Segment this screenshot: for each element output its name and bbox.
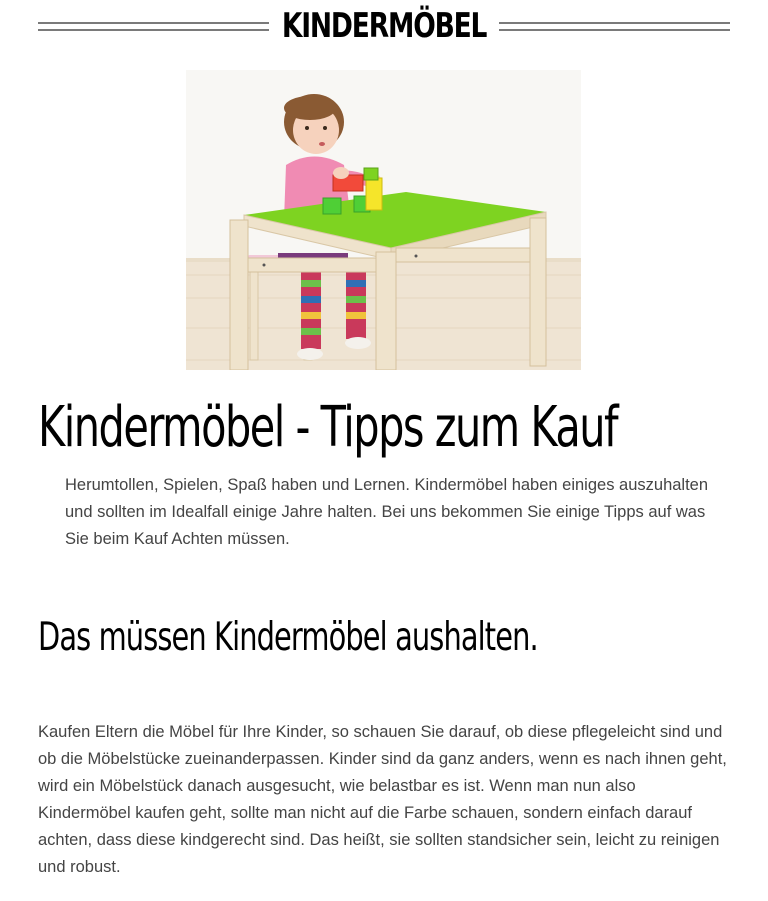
article-intro: Herumtollen, Spielen, Spaß haben und Lernen. Kindermöbel haben einiges auszuhalten und sollten im Idealfall einige Jahre halten. Bei uns bekommen Sie einige Tipps auf was Sie beim Kauf Achten müssen. xyxy=(65,476,709,548)
header-rule-right xyxy=(499,22,730,31)
hero-image xyxy=(186,70,581,370)
section-title: KINDERMÖBEL xyxy=(281,6,487,46)
article-subheading: Das müssen Kindermöbel aushalten. xyxy=(38,615,538,660)
article-title: Kindermöbel - Tipps zum Kauf xyxy=(38,395,618,460)
section-header xyxy=(38,4,730,48)
article-body: Kaufen Eltern die Möbel für Ihre Kinder, so schauen Sie darauf, ob diese pflegeleicht sind und ob die Möbelstücke zueinanderpassen. Kinder sind da ganz anders, wenn es nach ihnen geht, wird ein Möbelstück danach ausgesucht, wie belastbar es ist. Wenn man nun also Kindermöbel kaufen geht, sollte man nicht auf die Farbe schauen, sondern einfach darauf achten, dass diese kindgerecht sind. Das heißt, sie sollten standsicher sein, leicht zu reinigen und robust. xyxy=(38,723,727,876)
header-rule-left xyxy=(38,22,269,31)
hero-illustration xyxy=(186,70,581,370)
